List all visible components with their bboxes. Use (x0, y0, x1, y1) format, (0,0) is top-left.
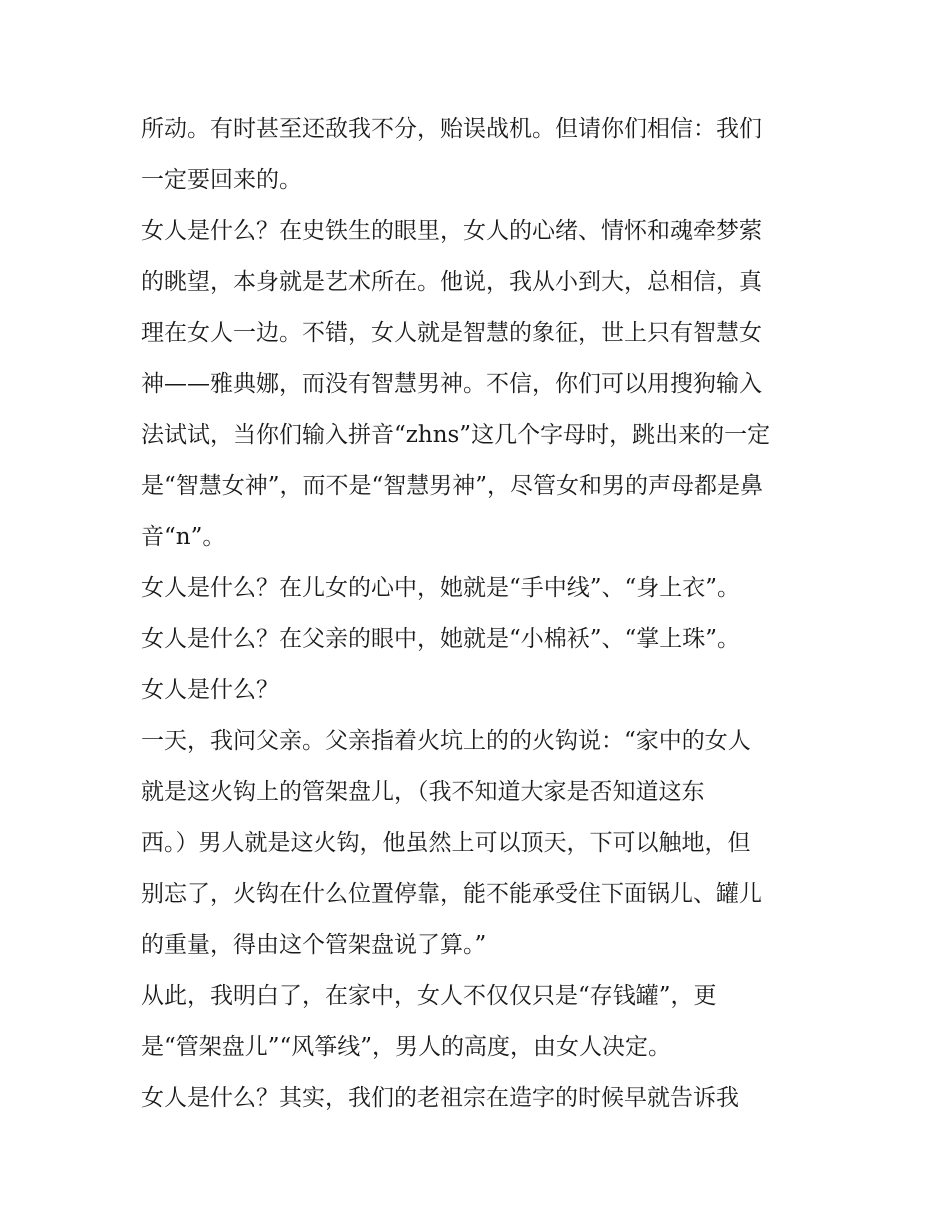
text-line: 女人是什么？其实，我们的老祖宗在造字的时候早就告诉我 (141, 1085, 739, 1111)
text-line: 女人是什么？在父亲的眼中，她就是“小棉袄”、“掌上珠”。 (141, 626, 741, 652)
text-line: 别忘了，火钩在什么位置停靠，能不能承受住下面锅儿、罐儿 (141, 881, 762, 907)
text-line: 是“智慧女神”，而不是“智慧男神”，尽管女和男的声母都是鼻 (141, 473, 764, 499)
text-line: 所动。有时甚至还敌我不分，贻误战机。但请你们相信：我们 (141, 116, 762, 142)
text-line: 音“n”。 (141, 524, 226, 550)
text-line: 一天，我问父亲。父亲指着火坑上的的火钩说：“家中的女人 (141, 728, 751, 754)
text-line: 就是这火钩上的管架盘儿，（我不知道大家是否知道这东 (141, 779, 705, 805)
text-line: 神——雅典娜，而没有智慧男神。不信，你们可以用搜狗输入 (141, 371, 762, 397)
text-line: 的重量，得由这个管架盘说了算。” (141, 932, 487, 958)
text-line: 是“管架盘儿”“风筝线”，男人的高度，由女人决定。 (141, 1034, 672, 1060)
document-body (141, 104, 821, 1124)
text-line: 理在女人一边。不错，女人就是智慧的象征，世上只有智慧女 (141, 320, 762, 346)
text-line: 从此，我明白了，在家中，女人不仅仅只是“存钱罐”，更 (141, 983, 717, 1009)
text-line: 的眺望，本身就是艺术所在。他说，我从小到大，总相信，真 (141, 269, 762, 295)
text-line: 一定要回来的。 (141, 167, 302, 193)
text-line: 女人是什么？在史铁生的眼里，女人的心绪、情怀和魂牵梦萦 (141, 218, 762, 244)
text-line: 女人是什么？在儿女的心中，她就是“手中线”、“身上衣”。 (141, 575, 741, 601)
text-line: 法试试，当你们输入拼音“zhns”这几个字母时，跳出来的一定 (141, 422, 771, 448)
text-line: 西。）男人就是这火钩，他虽然上可以顶天，下可以触地，但 (141, 830, 751, 856)
text-line: 女人是什么？ (141, 677, 279, 703)
